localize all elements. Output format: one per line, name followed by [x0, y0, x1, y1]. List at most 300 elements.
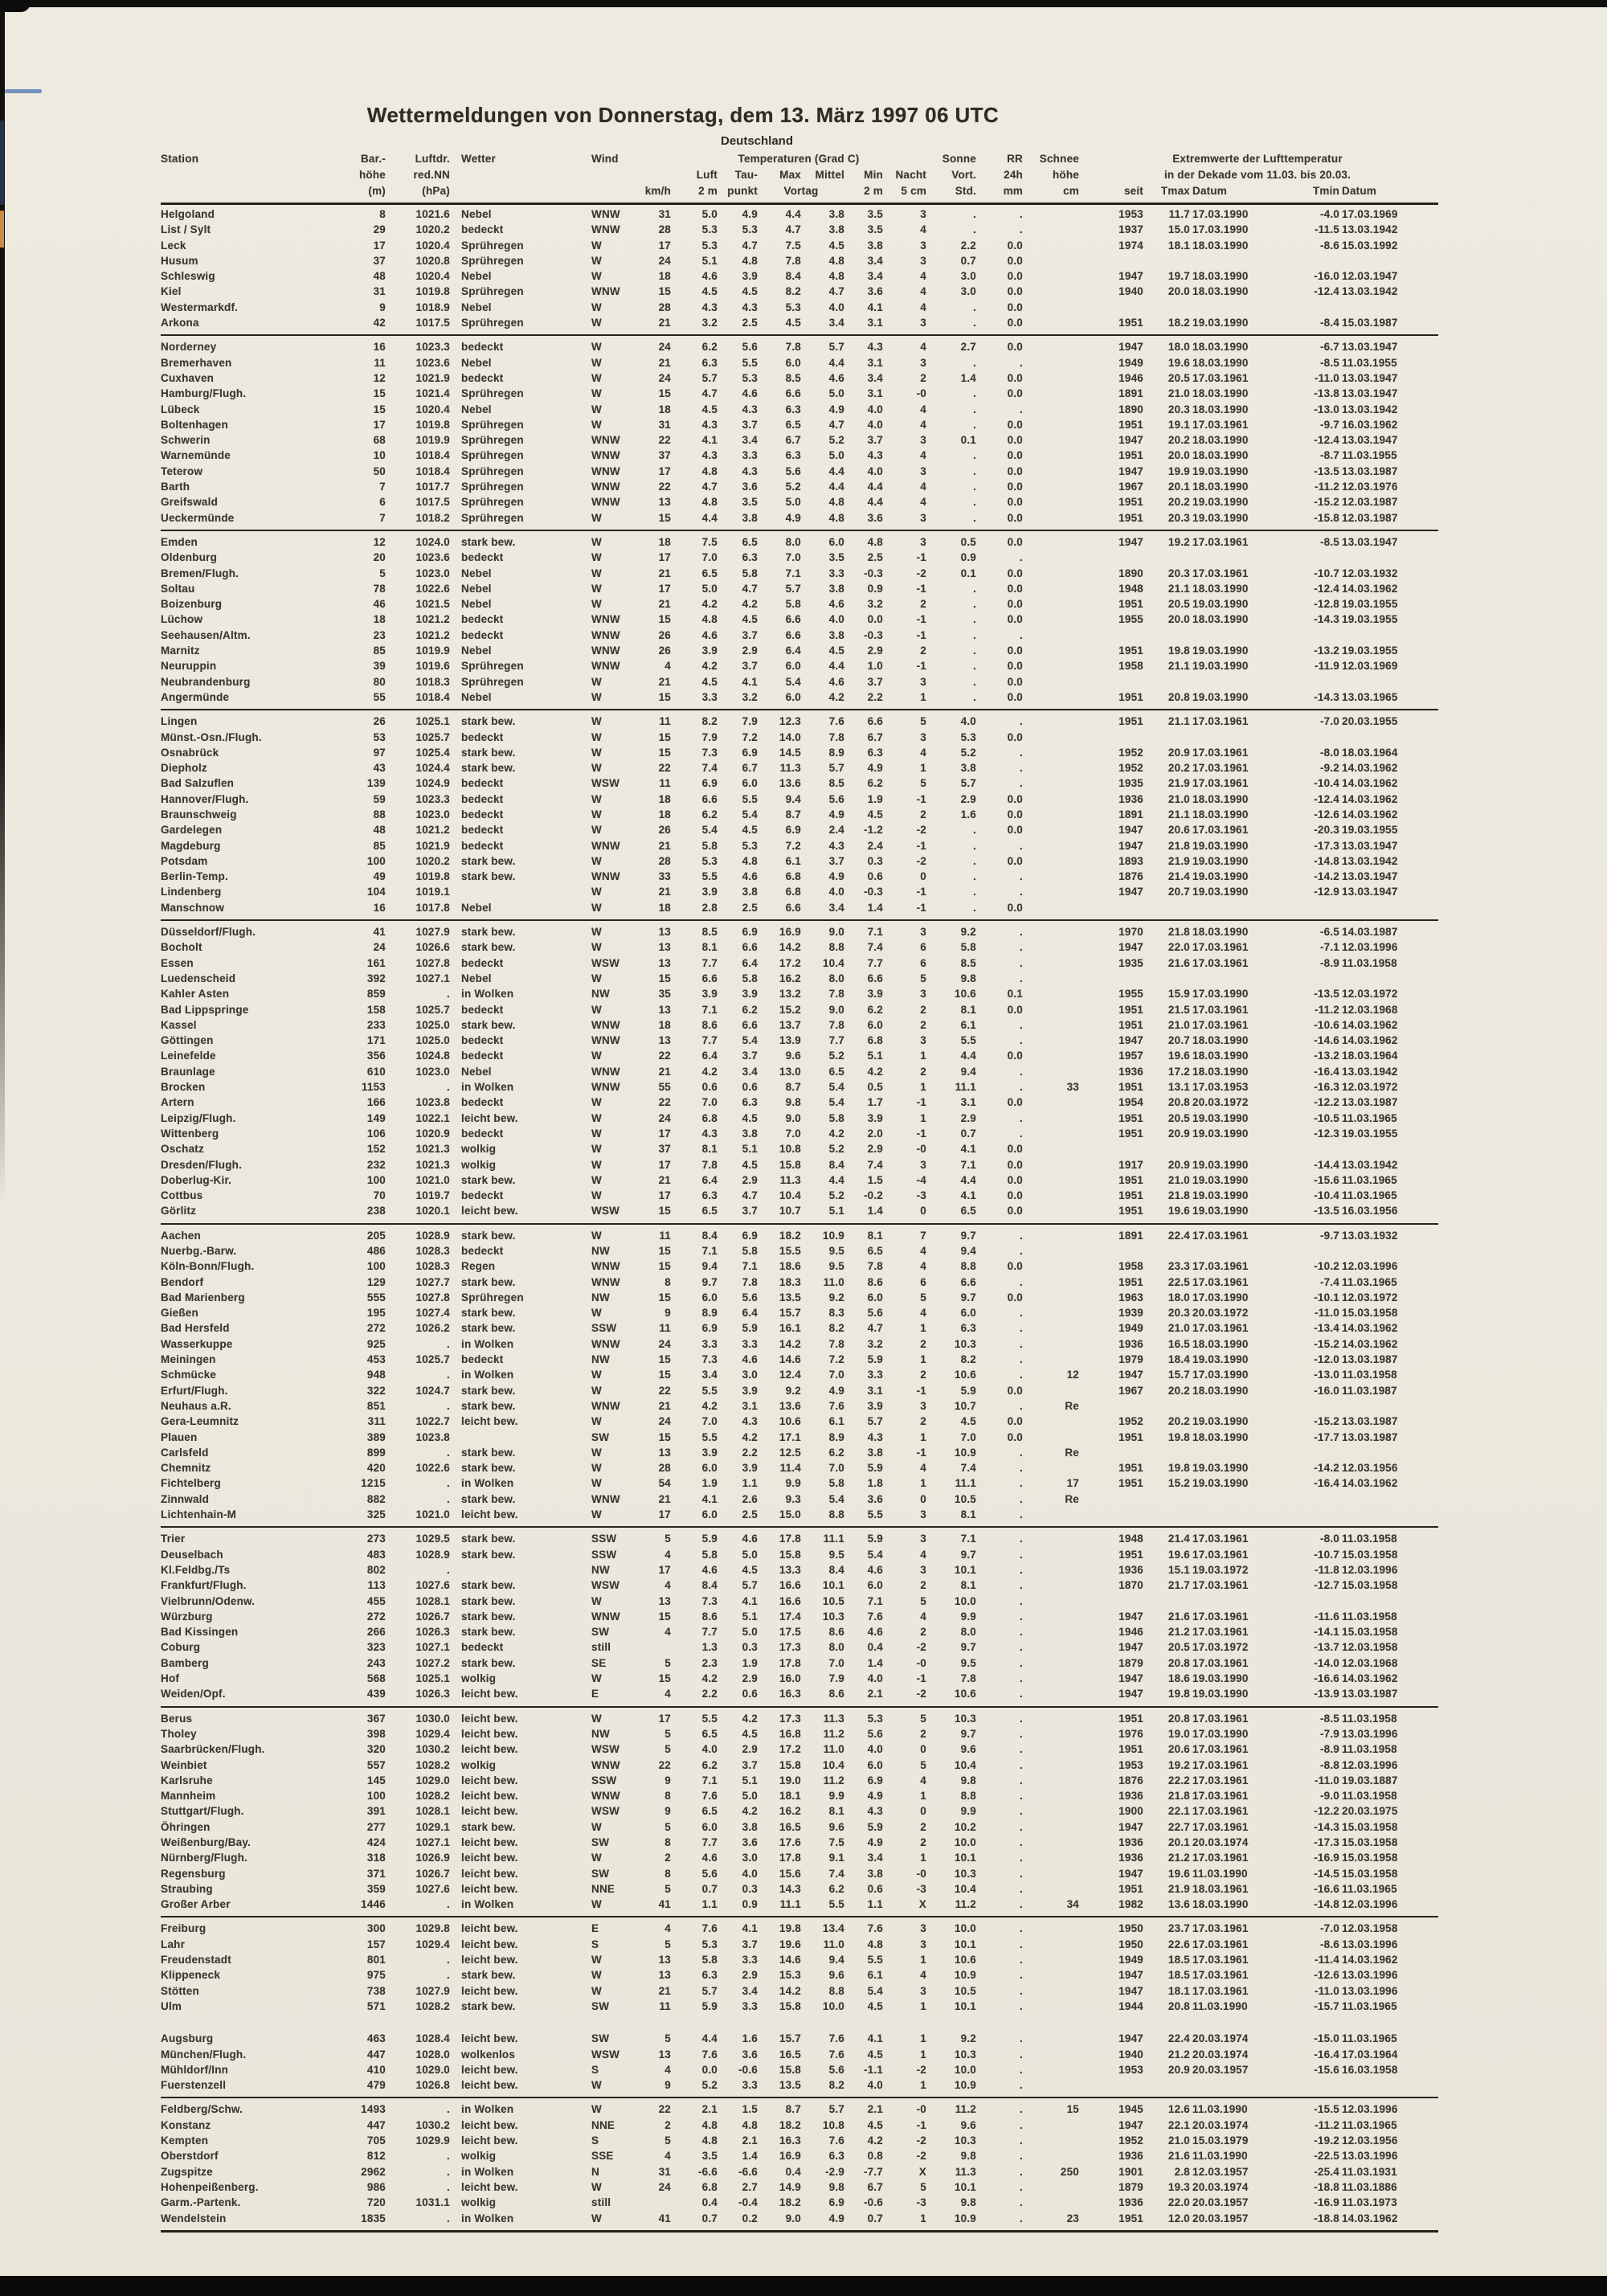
cell-luft-2m: 7.0 [701, 1415, 718, 1428]
cell-druck: 1018.2 [415, 511, 450, 524]
cell-wetter: stark bew. [461, 1548, 516, 1561]
cell-tmax-datum: 18.03.1990 [1192, 1384, 1249, 1397]
cell-sonne: . [973, 613, 976, 626]
cell-wind-dir: W [591, 1096, 602, 1109]
cell-hoehe: 1446 [361, 1898, 386, 1911]
cell-druck: 1019.7 [415, 1189, 450, 1202]
cell-tmax: 13.1 [1167, 1081, 1190, 1094]
cell-tmin: -16.4 [1314, 2048, 1339, 2061]
cell-tmax-datum: 17.03.1961 [1192, 1260, 1249, 1273]
cell-tmax: 20.8 [1167, 1712, 1190, 1725]
cell-seit: 1947 [1118, 465, 1143, 477]
cell-tmax-datum: 18.03.1990 [1192, 387, 1249, 400]
cell-hoehe: 555 [366, 1291, 386, 1304]
cell-wind-dir: W [591, 2079, 602, 2092]
cell-tmin [1286, 2077, 1339, 2093]
cell-druck: 1031.1 [415, 2196, 450, 2209]
cell-taupunkt: 3.3 [742, 1954, 758, 1967]
cell-max-vortag: 8.0 [785, 535, 801, 548]
cell-rr-24h: 0.0 [1007, 1158, 1023, 1171]
cell-tmin: -12.2 [1314, 1805, 1339, 1818]
cell-taupunkt: 3.9 [742, 988, 758, 1001]
cell-rr-24h: . [1020, 1275, 1023, 1288]
cell-station: Manschnow [161, 901, 225, 914]
cell-nacht-5cm: 1 [920, 1050, 926, 1062]
cell-min-2m: 3.3 [867, 1369, 883, 1381]
cell-rr-24h: . [1020, 2032, 1023, 2045]
cell-taupunkt: 5.5 [742, 792, 758, 805]
cell-tmax-datum: 11.03.1990 [1192, 2103, 1248, 2116]
cell-wetter: leicht bew. [461, 1727, 518, 1740]
cell-min-2m: 5.1 [867, 1050, 883, 1062]
cell-wind-kmh: 15 [658, 1672, 671, 1685]
cell-mittel-vortag: 5.4 [828, 1096, 844, 1109]
cell-tmax-datum: 17.03.1961 [1192, 1579, 1249, 1592]
cell-wetter: stark bew. [461, 941, 516, 954]
scan-edge-top [0, 0, 1607, 7]
table-row [161, 776, 1438, 791]
cell-tmin-datum: 19.03.1887 [1342, 1774, 1398, 1786]
table-row [161, 674, 1438, 690]
cell-tmax-datum: 19.03.1990 [1192, 839, 1249, 852]
cell-wetter: Nebel [461, 598, 492, 611]
cell-luft-2m: 3.9 [701, 1446, 718, 1459]
cell-taupunkt: 7.8 [742, 1275, 758, 1288]
cell-sonne: . [973, 465, 976, 477]
cell-wind-dir: W [591, 1954, 602, 1967]
cell-sonne: . [973, 449, 976, 462]
cell-luft-2m: 8.5 [701, 926, 718, 939]
cell-min-2m: 7.7 [867, 956, 883, 969]
cell-druck: 1023.0 [415, 567, 450, 579]
cell-tmax: 17.2 [1167, 1065, 1190, 1078]
cell-station: Lüchow [161, 613, 203, 626]
cell-wind-dir: W [591, 901, 602, 914]
cell-tmax-datum: 17.03.1961 [1192, 1805, 1249, 1818]
cell-station: Hannover/Flugh. [161, 792, 249, 805]
cell-wetter: leicht bew. [461, 1508, 518, 1521]
cell-seit: 1951 [1118, 418, 1143, 431]
col-tmin-label: Tmin [1312, 185, 1339, 197]
table-row [161, 268, 1438, 284]
cell-station: Zugspitze [161, 2165, 213, 2178]
cell-rr-24h: . [1020, 1688, 1023, 1701]
table-row [161, 1741, 1438, 1757]
cell-tmax-datum: 17.03.1961 [1192, 1275, 1249, 1288]
cell-luft-2m: 7.6 [701, 2048, 718, 2061]
cell-tmin: -9.0 [1319, 1790, 1339, 1803]
cell-luft-2m: 6.2 [701, 1758, 718, 1771]
cell-tmin-datum [1339, 900, 1436, 915]
cell-tmax: 20.8 [1167, 1656, 1190, 1669]
cell-rr-24h: . [1020, 1882, 1023, 1895]
table-row [161, 792, 1438, 807]
cell-wind-dir: SSE [591, 2150, 614, 2163]
table-row [161, 1492, 1438, 1507]
cell-luft-2m: 4.2 [701, 1672, 718, 1685]
cell-taupunkt: 2.1 [742, 2134, 758, 2147]
cell-rr-24h: . [1020, 1533, 1023, 1545]
cell-taupunkt: 6.9 [742, 1229, 758, 1242]
cell-luft-2m: 7.4 [701, 762, 718, 775]
cell-min-2m: -1.1 [863, 2063, 883, 2076]
cell-tmax [1143, 730, 1190, 745]
cell-rr-24h: . [1020, 1245, 1023, 1257]
cell-tmin-datum: 11.03.1958 [1342, 1743, 1397, 1756]
cell-luft-2m: 6.5 [701, 567, 718, 579]
cell-rr-24h: . [1020, 1774, 1023, 1786]
cell-min-2m: 5.5 [867, 1954, 883, 1967]
cell-luft-2m: 4.7 [701, 481, 718, 493]
cell-station: Berus [161, 1712, 193, 1725]
cell-station: Weinbiet [161, 1758, 207, 1771]
cell-rr-24h: 0.1 [1007, 988, 1023, 1001]
cell-mittel-vortag: 8.2 [828, 2079, 844, 2092]
cell-hoehe: 46 [373, 598, 386, 611]
cell-tmin-datum: 16.03.1958 [1342, 2063, 1398, 2076]
cell-taupunkt: 4.6 [742, 387, 758, 400]
cell-tmax-datum: 18.03.1990 [1192, 1065, 1249, 1078]
cell-station: Fichtelberg [161, 1477, 221, 1490]
cell-sonne: 10.4 [954, 1758, 976, 1771]
cell-station: Wasserkuppe [161, 1337, 233, 1350]
cell-mittel-vortag: 8.0 [828, 1641, 844, 1654]
cell-tmin: -7.4 [1319, 1275, 1339, 1288]
cell-druck: . [447, 2103, 450, 2116]
table-row [161, 1290, 1438, 1305]
cell-tmin: -12.6 [1314, 808, 1339, 821]
table-row [161, 1188, 1438, 1203]
cell-sonne: 9.7 [960, 1291, 976, 1304]
cell-max-vortag: 14.6 [779, 1353, 801, 1366]
cell-tmin-datum: 11.03.1965 [1342, 1275, 1397, 1288]
cell-taupunkt: 2.9 [742, 645, 758, 657]
station-group [161, 205, 1438, 334]
cell-hoehe: 10 [373, 449, 386, 462]
table-row [161, 1017, 1438, 1033]
cell-station: Bad Kissingen [161, 1626, 239, 1639]
cell-tmin: -12.9 [1314, 886, 1339, 898]
cell-station: Seehausen/Altm. [161, 628, 251, 641]
cell-hoehe: 5 [379, 567, 386, 579]
cell-tmax: 22.1 [1167, 1805, 1190, 1818]
cell-tmin-datum [1339, 674, 1436, 690]
cell-wetter: bedeckt [461, 1353, 504, 1366]
cell-wind-kmh: 18 [658, 792, 671, 805]
col-barhoehe-label: Bar.- [360, 153, 386, 165]
cell-tmax: 21.1 [1167, 660, 1190, 673]
cell-rr-24h: 0.0 [1007, 582, 1023, 595]
cell-tmin: -7.0 [1319, 715, 1339, 728]
cell-seit: 1879 [1118, 2180, 1143, 2193]
cell-station: Schwerin [161, 434, 211, 447]
cell-nacht-5cm: 5 [920, 1758, 926, 1771]
cell-mittel-vortag: 3.8 [828, 223, 844, 236]
cell-wetter: Sprühregen [461, 387, 524, 400]
cell-druck: 1019.6 [415, 660, 450, 673]
table-row [161, 690, 1438, 705]
cell-wetter: stark bew. [461, 1229, 516, 1242]
cell-max-vortag: 19.6 [779, 1938, 801, 1950]
cell-tmin-datum: 11.03.1958 [1342, 1610, 1397, 1623]
cell-wind-kmh: 31 [658, 2165, 671, 2178]
cell-tmax-datum: 17.03.1961 [1192, 1774, 1249, 1786]
cell-tmax: 21.7 [1167, 1579, 1190, 1592]
cell-tmin-datum: 14.03.1962 [1342, 1954, 1398, 1967]
cell-tmax: 22.1 [1167, 2118, 1190, 2131]
cell-hoehe: 483 [366, 1548, 386, 1561]
cell-tmin-datum: 12.03.1932 [1342, 567, 1398, 579]
cell-station: Hohenpeißenberg. [161, 2180, 259, 2193]
station-group [161, 334, 1438, 530]
cell-min-2m: 3.1 [867, 317, 883, 329]
cell-tmin-datum: 13.03.1947 [1342, 535, 1398, 548]
cell-mittel-vortag: 8.8 [828, 1508, 844, 1521]
cell-taupunkt: 4.1 [742, 1594, 758, 1607]
cell-wetter: stark bew. [461, 1275, 516, 1288]
cell-max-vortag: 10.8 [779, 1143, 801, 1156]
cell-luft-2m: 0.7 [701, 2212, 718, 2224]
cell-station: Öhringen [161, 1820, 211, 1833]
cell-schneehoehe [1023, 448, 1079, 463]
cell-rr-24h: . [1020, 926, 1023, 939]
cell-tmin: -4.0 [1319, 208, 1339, 220]
cell-seit: 1936 [1118, 2150, 1143, 2163]
cell-druck: 1020.2 [415, 854, 450, 867]
cell-tmax: 19.8 [1167, 1462, 1190, 1475]
cell-tmax-datum: 17.03.1972 [1192, 1641, 1249, 1654]
cell-max-vortag: 7.0 [785, 551, 801, 564]
cell-wetter: stark bew. [461, 1018, 516, 1031]
cell-schneehoehe [1023, 807, 1079, 822]
cell-wind-dir: W [591, 926, 602, 939]
cell-max-vortag: 17.8 [779, 1656, 801, 1669]
cell-druck: 1023.0 [415, 808, 450, 821]
cell-tmin-datum: 12.03.1956 [1342, 2134, 1398, 2147]
cell-sonne: 9.2 [960, 2032, 976, 2045]
cell-wetter: bedeckt [461, 1003, 504, 1016]
table-row [161, 1803, 1438, 1819]
cell-wind-dir: SW [591, 1626, 610, 1639]
cell-tmax-datum: 17.03.1961 [1192, 762, 1249, 775]
cell-luft-2m: 9.4 [701, 1260, 718, 1273]
cell-tmax-datum: 19.03.1990 [1192, 854, 1249, 867]
cell-tmin-datum [1339, 1445, 1436, 1460]
cell-max-vortag: 16.8 [779, 1727, 801, 1740]
cell-sonne: 10.6 [954, 1688, 976, 1701]
cell-wetter: stark bew. [461, 1533, 516, 1545]
cell-tmin: -18.8 [1314, 2212, 1339, 2224]
cell-tmin-datum: 11.03.1958 [1342, 1369, 1397, 1381]
cell-luft-2m: 4.2 [701, 598, 718, 611]
cell-wind-dir: WNW [591, 465, 620, 477]
cell-tmax-datum: 19.03.1990 [1192, 496, 1249, 509]
cell-rr-24h: . [1020, 2196, 1023, 2209]
cell-min-2m: 6.0 [867, 1579, 883, 1592]
cell-schneehoehe [1023, 714, 1079, 729]
cell-seit [1079, 253, 1143, 268]
cell-station: Leinefelde [161, 1050, 216, 1062]
cell-wind-dir: SW [591, 1836, 610, 1848]
cell-tmin-datum: 16.03.1962 [1342, 418, 1398, 431]
cell-taupunkt: 1.4 [742, 2150, 758, 2163]
cell-wind-kmh: 17 [658, 1712, 671, 1725]
cell-hoehe: 29 [373, 223, 386, 236]
cell-taupunkt: 4.3 [742, 465, 758, 477]
cell-tmin: -11.9 [1314, 660, 1339, 673]
cell-min-2m: 0.0 [867, 613, 883, 626]
cell-tmin: -12.3 [1314, 1127, 1339, 1140]
cell-tmax: 20.1 [1167, 1836, 1190, 1848]
cell-hoehe: 859 [366, 988, 386, 1001]
cell-hoehe: 277 [366, 1820, 386, 1833]
cell-station: Bad Hersfeld [161, 1322, 230, 1335]
cell-schneehoehe [1023, 1819, 1079, 1835]
cell-min-2m: 8.6 [867, 1275, 883, 1288]
cell-sonne: . [973, 870, 976, 883]
cell-sonne: 9.6 [960, 2118, 976, 2131]
cell-druck: . [447, 2165, 450, 2178]
cell-sonne: 9.6 [960, 1743, 976, 1756]
cell-tmin: -8.4 [1319, 317, 1339, 329]
cell-wind-kmh: 55 [658, 1081, 671, 1094]
cell-mittel-vortag: 5.4 [828, 1081, 844, 1094]
cell-seit: 1963 [1118, 1291, 1143, 1304]
cell-min-2m: 6.7 [867, 2180, 883, 2193]
cell-tmax [1143, 1507, 1190, 1522]
cell-nacht-5cm: 0 [920, 1492, 926, 1505]
cell-druck: 1023.6 [415, 551, 450, 564]
cell-luft-2m: 5.0 [701, 208, 718, 220]
cell-seit: 1937 [1118, 223, 1143, 236]
cell-max-vortag: 6.6 [785, 613, 801, 626]
cell-taupunkt: 3.1 [742, 1399, 758, 1412]
cell-tmin [1286, 253, 1339, 268]
cell-tmin-datum: 14.03.1962 [1342, 777, 1398, 790]
cell-mittel-vortag: 4.4 [828, 1173, 844, 1186]
cell-station: Feldberg/Schw. [161, 2103, 243, 2116]
cell-nacht-5cm: 4 [920, 1245, 926, 1257]
cell-sonne: 1.4 [960, 371, 976, 384]
cell-nacht-5cm: 5 [920, 972, 926, 984]
cell-station: Köln-Bonn/Flugh. [161, 1260, 255, 1273]
cell-wind-kmh: 4 [664, 660, 671, 673]
cell-tmax-datum: 11.03.1990 [1192, 1867, 1248, 1880]
cell-tmin-datum: 13.03.1987 [1342, 1430, 1398, 1443]
cell-druck: 1027.6 [415, 1579, 450, 1592]
cell-hoehe: 55 [373, 690, 386, 703]
cell-hoehe: 43 [373, 762, 386, 775]
cell-druck: 1018.4 [415, 465, 450, 477]
col-luftdruck-label: Luftdr. [415, 153, 450, 165]
cell-tmax-datum: 17.03.1961 [1192, 418, 1249, 431]
cell-tmax-datum: 17.03.1990 [1192, 208, 1249, 220]
cell-min-2m: 4.5 [867, 2118, 883, 2131]
cell-wind-dir: W [591, 1415, 602, 1428]
cell-tmax: 20.8 [1167, 1999, 1190, 2012]
cell-schneehoehe [1023, 1726, 1079, 1741]
cell-schneehoehe [1023, 1999, 1079, 2014]
cell-tmin: -8.9 [1319, 956, 1339, 969]
table-row [161, 2179, 1438, 2195]
cell-wind-dir: W [591, 1672, 602, 1685]
cell-tmax-datum [1190, 628, 1286, 643]
cell-wind-dir: WNW [591, 223, 620, 236]
cell-mittel-vortag: 7.0 [828, 1462, 844, 1475]
cell-tmax-datum [1190, 1141, 1286, 1156]
cell-taupunkt: 7.2 [742, 731, 758, 743]
cell-hoehe: 195 [366, 1307, 386, 1320]
cell-seit: 1947 [1118, 1641, 1143, 1654]
cell-seit: 1947 [1118, 270, 1143, 283]
cell-tmax-datum: 18.03.1990 [1192, 1050, 1249, 1062]
cell-luft-2m: 8.4 [701, 1229, 718, 1242]
cell-druck: 1023.0 [415, 1065, 450, 1078]
cell-sonne: 5.9 [960, 1384, 976, 1397]
cell-tmax: 19.0 [1167, 1727, 1190, 1740]
cell-wind-dir: SE [591, 1656, 607, 1669]
cell-taupunkt: 4.2 [742, 1805, 758, 1818]
cell-druck: 1029.9 [415, 2134, 450, 2147]
cell-druck: 1023.3 [415, 792, 450, 805]
col-tmin-datum-label: Datum [1342, 185, 1377, 197]
cell-tmax-datum: 19.03.1972 [1192, 1563, 1249, 1576]
cell-luft-2m: 7.3 [701, 1353, 718, 1366]
cell-nacht-5cm: -2 [916, 567, 926, 579]
cell-min-2m: 6.6 [867, 972, 883, 984]
cell-tmin-datum: 19.03.1955 [1342, 598, 1398, 611]
cell-tmin: -11.8 [1314, 1563, 1339, 1576]
cell-mittel-vortag: 4.9 [828, 2212, 844, 2224]
cell-tmax: 20.3 [1167, 511, 1190, 524]
cell-taupunkt: 3.8 [742, 886, 758, 898]
cell-nacht-5cm: -0 [916, 1143, 926, 1156]
cell-taupunkt: 6.7 [742, 762, 758, 775]
cell-max-vortag: 6.6 [785, 628, 801, 641]
cell-max-vortag: 15.3 [779, 1969, 801, 1982]
cell-tmax-datum: 17.03.1961 [1192, 1758, 1249, 1771]
cell-station: Brocken [161, 1081, 206, 1094]
cell-schneehoehe [1023, 1967, 1079, 1983]
cell-druck: . [447, 1563, 450, 1576]
cell-station: Bamberg [161, 1656, 209, 1669]
cell-mittel-vortag: 4.7 [828, 418, 844, 431]
cell-nacht-5cm: -1 [916, 660, 926, 673]
cell-tmin: -16.4 [1314, 1065, 1339, 1078]
cell-rr-24h: . [1020, 208, 1023, 220]
table-row [161, 479, 1438, 494]
cell-luft-2m: 6.2 [701, 808, 718, 821]
cell-wind-kmh: 22 [658, 2103, 671, 2116]
cell-taupunkt: 5.9 [742, 1322, 758, 1335]
cell-max-vortag: 11.3 [779, 1173, 801, 1186]
cell-seit [1079, 971, 1143, 986]
cell-mittel-vortag: 10.4 [822, 956, 844, 969]
table-row [161, 1897, 1438, 1912]
cell-hoehe: 113 [367, 1579, 386, 1592]
cell-seit: 1947 [1118, 824, 1143, 837]
cell-tmin-datum [1339, 1594, 1436, 1609]
cell-sonne: 11.2 [955, 2103, 976, 2116]
cell-mittel-vortag: 4.8 [828, 511, 844, 524]
table-row [161, 1460, 1438, 1475]
cell-wind-dir: WNW [591, 1018, 620, 1031]
table-row [161, 1336, 1438, 1352]
cell-tmax: 20.0 [1167, 449, 1190, 462]
cell-nacht-5cm: 4 [920, 746, 926, 759]
cell-luft-2m: -6.6 [697, 2165, 718, 2178]
col-schnee-sub: höhe [1052, 169, 1079, 181]
